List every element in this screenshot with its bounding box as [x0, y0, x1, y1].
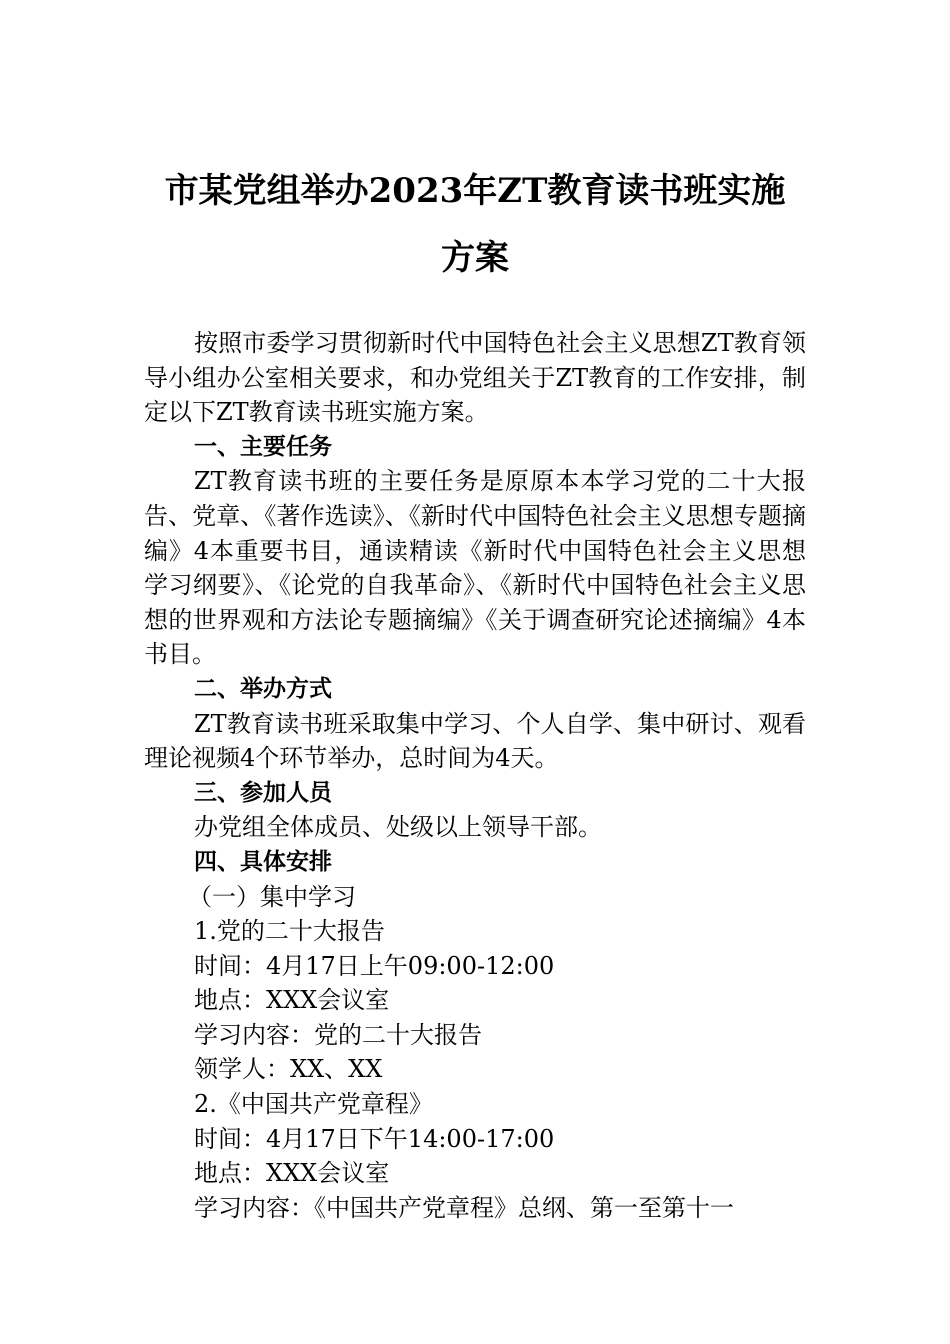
document-body [144, 326, 806, 1225]
item-1-title: 1.党的二十大报告 [194, 917, 385, 946]
item-2-content: 学习内容：《中国共产党章程》总纲、第一至第十一 [194, 1193, 734, 1222]
section-heading-participants: 三、参加人员 [194, 779, 332, 806]
document-title-line-2: 方案 [441, 238, 509, 278]
subsection-centralized-study: （一）集中学习 [188, 882, 356, 911]
main-tasks-paragraph: ZT教育读书班的主要任务是原原本本学习党的二十大报告、党章、《著作选读》、《新时代中国特色社会主义思想专题摘编》4本重要书目，通读精读《新时代中国特色社会主义思想学习纲要》、《论党的自我革命》、《新时代中国特色社会主义思想的世界观和方法论专题摘编》《关于调查研究论述摘编》4本书目。 [144, 467, 806, 669]
participants-paragraph: 办党组全体成员、处级以上领导干部。 [194, 813, 602, 842]
section-heading-format: 二、举办方式 [194, 675, 332, 702]
intro-paragraph: 按照市委学习贯彻新时代中国特色社会主义思想ZT教育领导小组办公室相关要求，和办党组关于ZT教育的工作安排，制定以下ZT教育读书班实施方案。 [144, 329, 806, 427]
section-heading-main-tasks: 一、主要任务 [194, 433, 332, 460]
item-1-leader: 领学人：XX、XX [194, 1055, 383, 1084]
item-2-time: 时间：4月17日下午14:00-17:00 [194, 1124, 555, 1153]
item-1-time: 时间：4月17日上午09:00-12:00 [194, 951, 555, 980]
document-title-line-1: 市某党组举办2023年ZT教育读书班实施 [164, 171, 786, 211]
section-heading-schedule: 四、具体安排 [194, 848, 332, 875]
format-paragraph: ZT教育读书班采取集中学习、个人自学、集中研讨、观看理论视频4个环节举办，总时间为4天。 [144, 709, 806, 773]
item-1-place: 地点：XXX会议室 [194, 986, 390, 1015]
item-1-content: 学习内容：党的二十大报告 [194, 1020, 482, 1049]
item-2-title: 2.《中国共产党章程》 [194, 1090, 433, 1119]
item-2-place: 地点：XXX会议室 [194, 1159, 390, 1188]
